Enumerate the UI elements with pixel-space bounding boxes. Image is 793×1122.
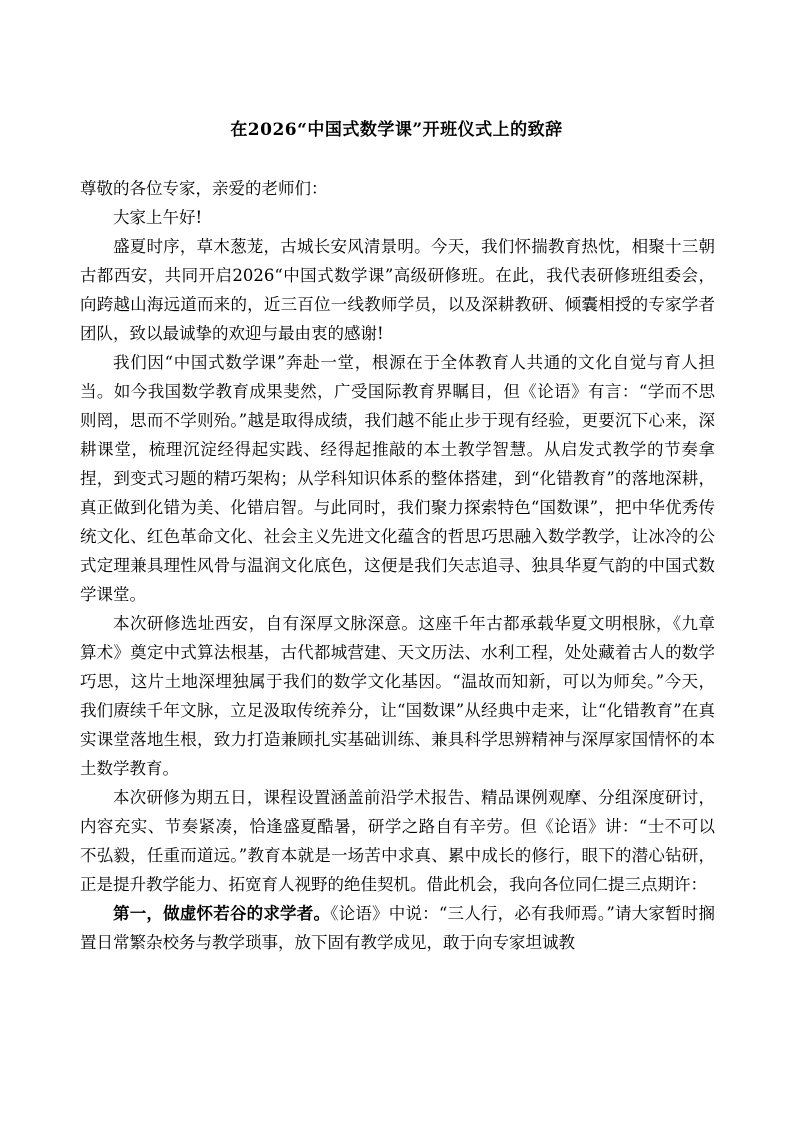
paragraph-2: 我们因“中国式数学课”奔赴一堂，根源在于全体教育人共通的文化自觉与育人担当。如今我国数学教育成果斐然，广受国际教育界瞩目，但《论语》有言：“学而不思则罔，思而不学则殆。”越是取得成绩，我们越不能止步于现有经验，更要沉下心来，深耕课堂，梳理沉淀经得起实践、经得起推敲的本土教学智慧。从启发式教学的节奏拿捏，到变式习题的精巧架构；从学科知识体系的整体搭建，到“化错教育”的落地深耕，真正做到化错为美、化错启智。与此同时，我们聚力探索特色“国数课”，把中华优秀传统文化、红色革命文化、社会主义先进文化蕴含的哲思巧思融入数学教学，让冰冷的公式定理兼具理性风骨与温润文化底色，这便是我们矢志追寻、独具华夏气韵的中国式数学课堂。 xyxy=(80,353,715,604)
salutation: 尊敬的各位专家，亲爱的老师们： xyxy=(80,179,328,198)
paragraph-4: 本次研修为期五日，课程设置涵盖前沿学术报告、精品课例观摩、分组深度研讨，内容充实、节奏紧凑，恰逢盛夏酷暑，研学之路自有辛劳。但《论语》讲：“士不可以不弘毅，任重而道远。”教育本就是一场苦中求真、累中成长的修行，眼下的潜心钻研，正是提升教学能力、拓宽育人视野的绝佳契机。借此机会，我向各位同仁提三点期许： xyxy=(80,788,715,894)
greeting: 大家上午好! xyxy=(113,208,203,227)
document-title: 在2026“中国式数学课”开班仪式上的致辞 xyxy=(230,120,563,140)
point-1-text: 《论语》中说：“三人行，必有我师焉。”请大家暂时搁置日常繁杂校务与教学琐事，放下固有教学成见，敢于向专家坦诚教 xyxy=(80,904,716,952)
document-body xyxy=(80,174,715,957)
paragraph-point-1 xyxy=(80,899,715,957)
paragraph-1: 盛夏时序，草木葱茏，古城长安风清景明。今天，我们怀揣教育热忱，相聚十三朝古都西安，共同开启2026“中国式数学课”高级研修班。在此，我代表研修班组委会，向跨越山海远道而来的，近三百位一线教师学员，以及深耕教研、倾囊相授的专家学者团队，致以最诚挚的欢迎与最由衷的感谢! xyxy=(80,237,715,343)
paragraph-3: 本次研修选址西安，自有深厚文脉深意。这座千年古都承载华夏文明根脉，《九章算术》奠定中式算法根基，古代都城营建、天文历法、水利工程，处处藏着古人的数学巧思，这片土地深埋独属于我们的数学文化基因。“温故而知新，可以为师矣。”今天，我们赓续千年文脉，立足汲取传统养分，让“国数课”从经典中走来，让“化错教育”在真实课堂落地生根，致力打造兼顾扎实基础训练、兼具科学思辨精神与深厚家国情怀的本土数学教育。 xyxy=(80,614,715,778)
point-1-lead: 第一，做虚怀若谷的求学者。 xyxy=(113,904,331,923)
